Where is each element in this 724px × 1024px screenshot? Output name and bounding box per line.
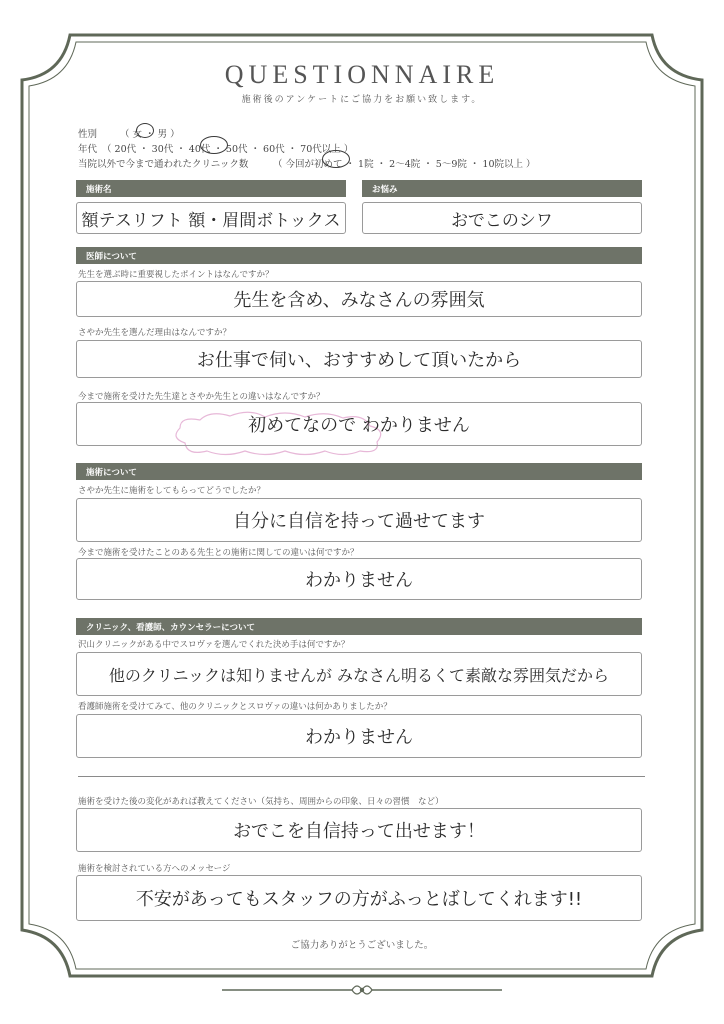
doctor-question-2: さやか先生を選んだ理由はなんですか？	[78, 328, 232, 338]
clinic-answer-2: わかりません	[76, 714, 642, 758]
treatment-name-header: 施術名	[76, 180, 346, 197]
page-title: QUESTIONNAIRE	[224, 60, 500, 89]
gender-row	[78, 126, 180, 140]
gender-selected-mark	[136, 123, 154, 138]
doctor-answer-3: 初めてなので わかりません	[76, 402, 642, 446]
gender-options: （ 女 ・ 男 ）	[120, 129, 180, 140]
clinic-count-selected-mark	[322, 150, 350, 168]
clinic-count-row	[78, 156, 536, 170]
after-answer-1: おでこを自信持って出せます！	[76, 808, 642, 852]
gender-label: 性別	[78, 129, 98, 140]
clinic-count-options: （ 今回が初めて ・ 1院 ・ 2～4院 ・ 5～9院 ・ 10院以上 ）	[273, 159, 536, 170]
age-options: （ 20代 ・ 30代 ・ 40代 ・ 50代 ・ 60代 ・ 70代以上 ）	[102, 144, 354, 155]
page-subtitle: 施術後のアンケートにご協力をお願い致します。	[241, 95, 483, 105]
age-row	[78, 141, 354, 155]
procedure-answer-2: わかりません	[76, 558, 642, 600]
after-question-1: 施術を受けた後の変化があれば教えてください（気持ち、周囲からの印象、日々の習慣 など）	[78, 797, 444, 807]
thanks-message: ご協力ありがとうございました。	[290, 940, 434, 951]
after-question-2: 施術を検討されている方へのメッセージ	[78, 864, 231, 874]
procedure-question-1: さやか先生に施術をしてもらってどうでしたか？	[78, 486, 266, 496]
section-divider	[78, 776, 645, 777]
clinic-question-2: 看護師施術を受けてみて、他のクリニックとスロヴァの違いは何かありましたか？	[78, 702, 392, 712]
age-selected-mark	[200, 136, 228, 154]
procedure-section-header: 施術について	[76, 463, 642, 480]
age-label: 年代	[78, 144, 98, 155]
doctor-answer-1: 先生を含め、みなさんの雰囲気	[76, 281, 642, 317]
clinic-section-header: クリニック、看護師、カウンセラーについて	[76, 618, 642, 635]
doctor-question-1: 先生を選ぶ時に重要視したポイントはなんですか？	[78, 270, 274, 280]
doctor-question-3: 今まで施術を受けた先生達とさやか先生との違いはなんですか？	[78, 392, 325, 402]
procedure-question-2: 今まで施術を受けたことのある先生との施術に関しての違いは何ですか？	[78, 548, 359, 558]
clinic-answer-1: 他のクリニックは知りませんが みなさん明るくて素敵な雰囲気だから	[76, 652, 642, 696]
clinic-count-label: 当院以外で今まで通われたクリニック数	[78, 159, 249, 170]
clinic-question-1: 沢山クリニックがある中でスロヴァを選んでくれた決め手は何ですか？	[78, 640, 350, 650]
concern-header: お悩み	[362, 180, 642, 197]
treatment-name-answer: 額テスリフト 額・眉間ボトックス	[76, 202, 346, 234]
procedure-answer-1: 自分に自信を持って過せてます	[76, 498, 642, 542]
doctor-section-header: 医師について	[76, 247, 642, 264]
doctor-answer-2: お仕事で伺い、おすすめして頂いたから	[76, 340, 642, 378]
concern-answer: おでこのシワ	[362, 202, 642, 234]
after-answer-2: 不安があってもスタッフの方がふっとばしてくれます!!	[76, 875, 642, 921]
